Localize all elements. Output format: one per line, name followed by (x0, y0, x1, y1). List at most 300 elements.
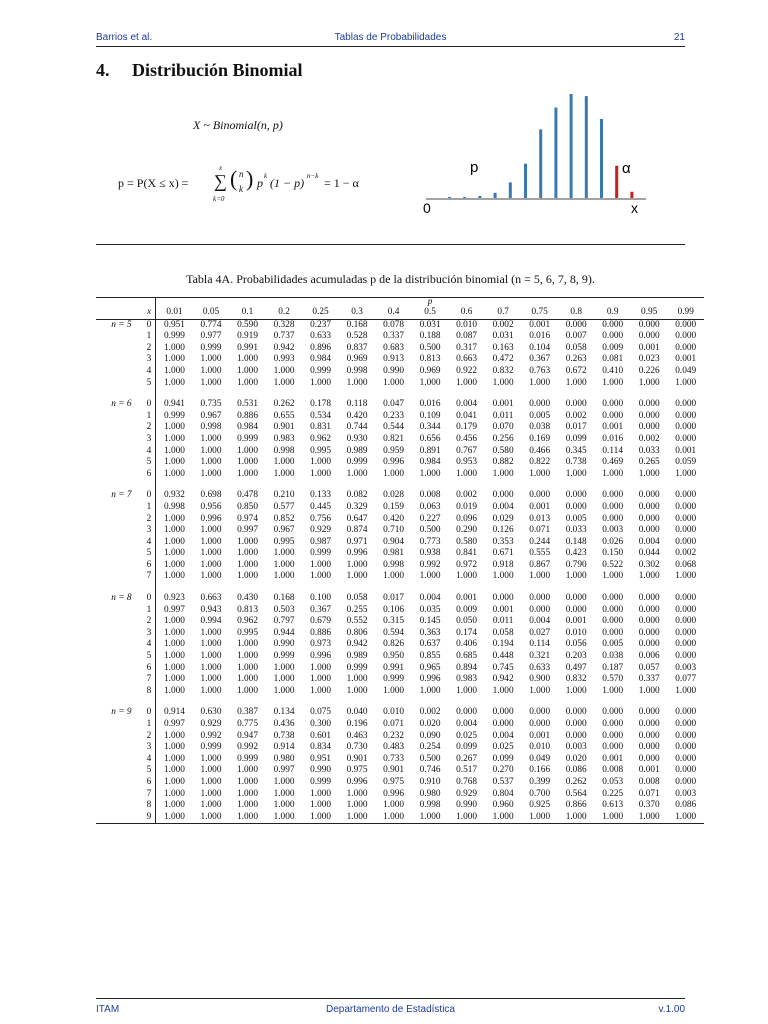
table-cell: 0.999 (164, 410, 185, 421)
table-cell: 0.026 (602, 536, 624, 547)
table-cell: 1.000 (164, 639, 185, 650)
table-cell: 0.901 (273, 422, 295, 433)
table-cell: 0.996 (310, 651, 332, 662)
table-cell: 0.302 (638, 559, 660, 570)
table-cell: 0.000 (675, 319, 697, 330)
table-cell: 0.420 (346, 410, 368, 421)
table-cell: 0.790 (565, 559, 587, 570)
table-cell: 0.942 (492, 674, 514, 685)
table-cell: 0.997 (273, 765, 295, 776)
table-cell: 0.031 (492, 331, 514, 342)
table-cell: 1.000 (310, 377, 332, 388)
table-cell: 0.991 (383, 662, 405, 673)
table-cell: 0.049 (675, 365, 697, 376)
table-cell: 0.744 (346, 422, 368, 433)
table-cell: 0.075 (310, 707, 332, 718)
table-cell: 0.003 (675, 788, 697, 799)
table-cell: 1.000 (164, 377, 185, 388)
table-cell: 0.000 (638, 513, 660, 524)
table-cell: 0.855 (419, 651, 441, 662)
table-cell: 1.000 (565, 377, 587, 388)
binom-bottom: k (239, 184, 243, 194)
table-cell: 0.000 (675, 525, 697, 536)
table-cell: 0.000 (675, 490, 697, 501)
table-cell: 0.990 (456, 800, 478, 811)
table-cell: 0.683 (383, 342, 405, 353)
table-cell: 1.000 (310, 788, 332, 799)
table-cell: 1.000 (310, 800, 332, 811)
table-cell: 0.001 (602, 422, 624, 433)
table-cell: 0.194 (492, 639, 514, 650)
table-cell: 0.002 (565, 410, 587, 421)
table-cell: 0.925 (529, 800, 551, 811)
table-cell: 0.033 (565, 525, 587, 536)
table-cell: 0.100 (310, 593, 332, 604)
table-cell: 0.000 (675, 410, 697, 421)
table-cell: 0.000 (602, 604, 624, 615)
table-cell: 1.000 (164, 457, 185, 468)
table-cell: 0.570 (602, 674, 624, 685)
group-label (96, 502, 138, 514)
table-row (96, 765, 704, 777)
row-x-value: 7 (138, 674, 156, 686)
table-cell: 0.999 (200, 742, 222, 753)
table-cell: 0.038 (529, 422, 551, 433)
table-cell: 0.834 (310, 742, 332, 753)
table-cell: 0.168 (273, 593, 295, 604)
table-cell: 0.002 (492, 319, 514, 330)
table-cell: 1.000 (675, 377, 697, 388)
table-cell: 1.000 (200, 639, 222, 650)
table-cell: 0.763 (529, 365, 551, 376)
table-cell: 0.244 (529, 536, 551, 547)
table-cell: 0.000 (602, 719, 624, 729)
table-cell: 1.000 (383, 571, 405, 582)
table-cell: 0.009 (602, 342, 624, 353)
table-cell: 1.000 (200, 627, 222, 638)
table-cell: 0.237 (310, 319, 332, 330)
table-cell: 0.633 (310, 331, 332, 342)
table-cell: 0.058 (346, 593, 368, 604)
table-cell: 0.002 (456, 490, 478, 501)
table-cell: 0.345 (565, 445, 587, 456)
table-cell: 1.000 (164, 627, 185, 638)
table-row (96, 812, 704, 824)
table-cell: 0.656 (419, 433, 441, 444)
table-cell: 0.044 (638, 548, 660, 559)
group-label (96, 616, 138, 628)
table-cell: 1.000 (237, 651, 258, 662)
table-cell: 0.999 (383, 674, 405, 685)
table-cell: 0.188 (419, 331, 441, 342)
table-row (96, 707, 704, 719)
table-cell: 0.179 (456, 422, 478, 433)
table-cell: 1.000 (638, 685, 660, 696)
table-cell: 0.337 (383, 331, 405, 342)
table-cell: 0.035 (419, 604, 441, 615)
table-cell: 0.002 (675, 548, 697, 559)
table-cell: 0.000 (602, 410, 624, 421)
group-label (96, 812, 138, 824)
table-cell: 1.000 (164, 662, 185, 673)
table-cell: 0.399 (529, 776, 551, 787)
table-cell: 0.114 (602, 445, 623, 456)
table-cell: 1.000 (200, 548, 222, 559)
table-cell: 0.991 (237, 342, 258, 353)
table-cell: 0.984 (237, 422, 258, 433)
header-p-label (485, 298, 522, 308)
table-cell: 0.500 (419, 525, 441, 536)
binom-top: n (239, 169, 244, 179)
table-cell: 1.000 (237, 354, 258, 365)
table-cell: 0.773 (419, 536, 441, 547)
table-row (96, 605, 704, 617)
header-p-value: 0.7 (485, 307, 522, 319)
spacer-cell (156, 480, 704, 490)
table-cell: 0.996 (200, 513, 222, 524)
row-x-value: 4 (138, 446, 156, 458)
spacer-cell (138, 697, 156, 707)
table-cell: 0.050 (456, 616, 478, 627)
table-cell: 1.000 (310, 674, 332, 685)
group-label (96, 777, 138, 789)
table-cell: 0.896 (310, 342, 332, 353)
table-cell: 0.317 (456, 342, 478, 353)
table-cell: 0.000 (529, 490, 551, 501)
table-cell: 0.914 (273, 742, 295, 753)
table-cell: 0.804 (492, 788, 514, 799)
table-cell: 0.000 (602, 490, 624, 501)
table-cell: 0.874 (346, 525, 368, 536)
table-cell: 0.353 (492, 536, 514, 547)
header-blank (96, 298, 138, 308)
table-cell: 0.000 (565, 490, 587, 501)
table-cell: 1.000 (164, 422, 185, 433)
table-cell: 0.058 (565, 342, 587, 353)
row-x-value: 5 (138, 548, 156, 560)
table-cell: 0.953 (456, 457, 478, 468)
row-x-value: 7 (138, 571, 156, 583)
table-cell: 0.000 (675, 513, 697, 524)
table-cell: 1.000 (565, 571, 587, 582)
probability-bar (585, 96, 588, 198)
table-cell: 0.011 (492, 616, 514, 627)
table-cell: 0.099 (492, 753, 514, 764)
table-cell: 0.068 (675, 559, 697, 570)
table-cell: 0.580 (492, 445, 514, 456)
row-x-value: 6 (138, 777, 156, 789)
table-cell: 0.134 (273, 707, 295, 718)
header-p-value: 0.1 (229, 307, 266, 319)
table-cell: 1.000 (237, 377, 258, 388)
row-x-value: 3 (138, 354, 156, 366)
table-cell: 1.000 (456, 685, 478, 696)
table-cell: 0.984 (310, 354, 332, 365)
table-cell: 0.363 (419, 627, 441, 638)
table-row (96, 490, 704, 502)
row-x-value: 0 (138, 490, 156, 502)
row-x-value: 6 (138, 560, 156, 572)
table-cell: 0.983 (456, 674, 478, 685)
table-cell: 1.000 (383, 800, 405, 811)
table-cell: 0.000 (456, 707, 478, 718)
table-cell: 0.000 (675, 399, 697, 410)
table-cell: 0.000 (492, 593, 514, 604)
group-label (96, 411, 138, 423)
spacer-cell (156, 389, 704, 399)
spacer-cell (96, 583, 138, 593)
table-cell: 1.000 (164, 571, 185, 582)
header-p-value: 0.01 (156, 307, 193, 319)
table-cell: 0.000 (565, 501, 587, 512)
table-cell: 0.768 (456, 776, 478, 787)
group-label (96, 422, 138, 434)
table-cell: 1.000 (346, 559, 368, 570)
table-cell: 0.000 (638, 331, 660, 342)
table-row (96, 800, 704, 812)
table-cell: 1.000 (200, 753, 222, 764)
row-x-value: 2 (138, 616, 156, 628)
table-cell: 0.996 (419, 674, 441, 685)
table-cell: 0.700 (529, 788, 551, 799)
table-cell: 1.000 (237, 571, 258, 582)
table-cell: 1.000 (310, 468, 332, 479)
table-cell: 0.010 (565, 627, 587, 638)
table-cell: 0.010 (456, 319, 478, 330)
group-label (96, 354, 138, 366)
table-cell: 0.466 (529, 445, 551, 456)
table-cell: 0.008 (419, 490, 441, 501)
header-p-label (302, 298, 339, 308)
table-cell: 0.914 (164, 707, 185, 718)
table-cell: 1.000 (310, 662, 332, 673)
table-cell: 0.099 (565, 433, 587, 444)
table-cell: 0.929 (310, 525, 332, 536)
table-cell: 0.256 (492, 433, 514, 444)
table-cell: 0.867 (529, 559, 551, 570)
table-cell: 0.000 (675, 651, 697, 662)
table-cell: 0.000 (565, 719, 587, 729)
table-cell: 0.932 (164, 490, 185, 501)
group-label (96, 560, 138, 572)
table-cell: 0.894 (456, 662, 478, 673)
table-cell: 1.000 (164, 354, 185, 365)
table-cell: 0.000 (529, 719, 551, 729)
table-cell: 0.990 (273, 639, 295, 650)
table-cell: 0.943 (200, 604, 222, 615)
table-cell: 0.000 (638, 627, 660, 638)
row-x-value: 1 (138, 411, 156, 423)
table-cell: 0.016 (529, 331, 551, 342)
table-cell: 0.430 (237, 593, 258, 604)
table-cell: 0.001 (638, 765, 660, 776)
table-cell: 0.148 (565, 536, 587, 547)
table-cell: 0.063 (419, 501, 441, 512)
table-cell: 0.942 (346, 639, 368, 650)
table-cell: 0.950 (383, 651, 405, 662)
table-cell: 0.730 (346, 742, 368, 753)
table-cell: 0.995 (237, 627, 258, 638)
table-cell: 0.537 (492, 776, 514, 787)
row-x-value: 0 (138, 319, 156, 331)
table-cell: 0.087 (456, 331, 478, 342)
table-cell: 0.000 (492, 719, 514, 729)
row-x-value: 1 (138, 605, 156, 617)
table-cell: 0.919 (237, 331, 258, 342)
table-row (96, 719, 704, 731)
header-p-label (229, 298, 266, 308)
header-p-label (667, 298, 704, 308)
table-cell: 0.000 (602, 593, 624, 604)
table-cell: 1.000 (594, 812, 631, 824)
table-cell: 1.000 (310, 685, 332, 696)
alpha-bar (630, 192, 633, 198)
table-cell: 1.000 (237, 765, 258, 776)
cdf-mid: (1 − p) (270, 176, 305, 190)
table-cell: 0.029 (492, 513, 514, 524)
table-cell: 0.000 (638, 399, 660, 410)
table-cell: 0.663 (456, 354, 478, 365)
table-cell: 0.000 (675, 627, 697, 638)
table-row (96, 422, 704, 434)
table-row (96, 560, 704, 572)
spacer-cell (96, 480, 138, 490)
table-cell: 1.000 (346, 674, 368, 685)
table-cell: 1.000 (237, 365, 258, 376)
table-cell: 1.000 (638, 377, 660, 388)
table-cell: 1.000 (273, 800, 295, 811)
table-cell: 1.000 (237, 788, 258, 799)
table-cell: 0.196 (346, 719, 368, 729)
row-x-value: 1 (138, 719, 156, 731)
table-cell: 0.590 (237, 319, 258, 330)
table-cell: 0.005 (565, 513, 587, 524)
row-x-value: 3 (138, 434, 156, 446)
table-cell: 0.053 (602, 776, 624, 787)
table-cell: 1.000 (200, 571, 222, 582)
group-spacer (96, 583, 704, 593)
table-cell: 1.000 (237, 536, 258, 547)
table-cell: 0.118 (346, 399, 368, 410)
table-cell: 0.977 (200, 331, 222, 342)
table-cell: 1.000 (339, 812, 376, 824)
table-cell: 1.000 (237, 559, 258, 570)
table-row (96, 742, 704, 754)
table-row (96, 411, 704, 423)
row-x-value: 2 (138, 731, 156, 743)
table-row (96, 457, 704, 469)
table-cell: 1.000 (419, 685, 441, 696)
spacer-cell (156, 697, 704, 707)
table-cell: 0.448 (492, 651, 514, 662)
label-x: x (631, 200, 638, 216)
table-cell: 0.016 (602, 433, 624, 444)
table-cell: 1.000 (602, 377, 624, 388)
table-cell: 1.000 (310, 457, 332, 468)
table-cell: 0.999 (310, 365, 332, 376)
table-cell: 0.984 (419, 457, 441, 468)
table-cell: 1.000 (200, 365, 222, 376)
table-cell: 0.996 (383, 457, 405, 468)
table-cell: 0.929 (456, 788, 478, 799)
table-row (96, 754, 704, 766)
table-cell: 0.000 (675, 776, 697, 787)
table-cell: 0.387 (237, 707, 258, 718)
table-cell: 0.951 (164, 319, 185, 330)
table-cell: 0.126 (492, 525, 514, 536)
table-cell: 1.000 (383, 685, 405, 696)
table-cell: 0.041 (456, 410, 478, 421)
header-p-value: 0.4 (375, 307, 412, 319)
table-cell: 0.254 (419, 742, 441, 753)
table-cell: 0.463 (346, 730, 368, 741)
row-x-value: 5 (138, 457, 156, 469)
table-cell: 0.947 (237, 730, 258, 741)
table-cell: 0.082 (346, 490, 368, 501)
table-row (96, 731, 704, 743)
group-label (96, 525, 138, 537)
table-cell: 0.974 (237, 513, 258, 524)
table-cell: 1.000 (164, 525, 185, 536)
row-x-value: 4 (138, 537, 156, 549)
table-cell: 0.580 (456, 536, 478, 547)
table-cell: 0.698 (200, 490, 222, 501)
table-cell: 0.004 (492, 501, 514, 512)
row-x-value: 5 (138, 765, 156, 777)
table-cell: 1.000 (237, 776, 258, 787)
table-cell: 0.544 (383, 422, 405, 433)
table-cell: 1.000 (638, 571, 660, 582)
table-cell: 1.000 (521, 812, 558, 824)
table-cell: 0.904 (383, 536, 405, 547)
table-cell: 0.000 (602, 627, 624, 638)
table-cell: 0.071 (529, 525, 551, 536)
group-label: n = 7 (111, 490, 132, 501)
table-cell: 0.746 (419, 765, 441, 776)
table-cell: 0.000 (675, 639, 697, 650)
table-cell: 0.031 (419, 319, 441, 330)
table-cell: 1.000 (638, 468, 660, 479)
table-cell: 0.203 (565, 651, 587, 662)
table-cell: 0.637 (419, 639, 441, 650)
table-cell: 0.832 (492, 365, 514, 376)
table-row (96, 525, 704, 537)
table-cell: 0.227 (419, 513, 441, 524)
section-divider (96, 244, 685, 245)
group-label (96, 605, 138, 617)
group-label (96, 457, 138, 469)
table-cell: 1.000 (273, 365, 295, 376)
table-cell: 0.850 (237, 501, 258, 512)
group-spacer (96, 389, 704, 399)
table-cell: 1.000 (237, 457, 258, 468)
table-cell: 0.000 (675, 719, 697, 729)
table-cell: 0.210 (273, 490, 295, 501)
table-cell: 0.003 (675, 662, 697, 673)
probability-bar (478, 196, 481, 198)
table-cell: 0.733 (383, 753, 405, 764)
table-cell: 1.000 (310, 571, 332, 582)
table-cell: 0.655 (273, 410, 295, 421)
table-cell: 1.000 (383, 468, 405, 479)
table-cell: 0.000 (675, 331, 697, 342)
table-cell: 0.000 (638, 639, 660, 650)
table-cell: 0.922 (456, 365, 478, 376)
table-cell: 0.973 (310, 639, 332, 650)
table-cell: 0.017 (565, 422, 587, 433)
table-cell: 0.000 (492, 490, 514, 501)
table-cell: 1.000 (383, 377, 405, 388)
